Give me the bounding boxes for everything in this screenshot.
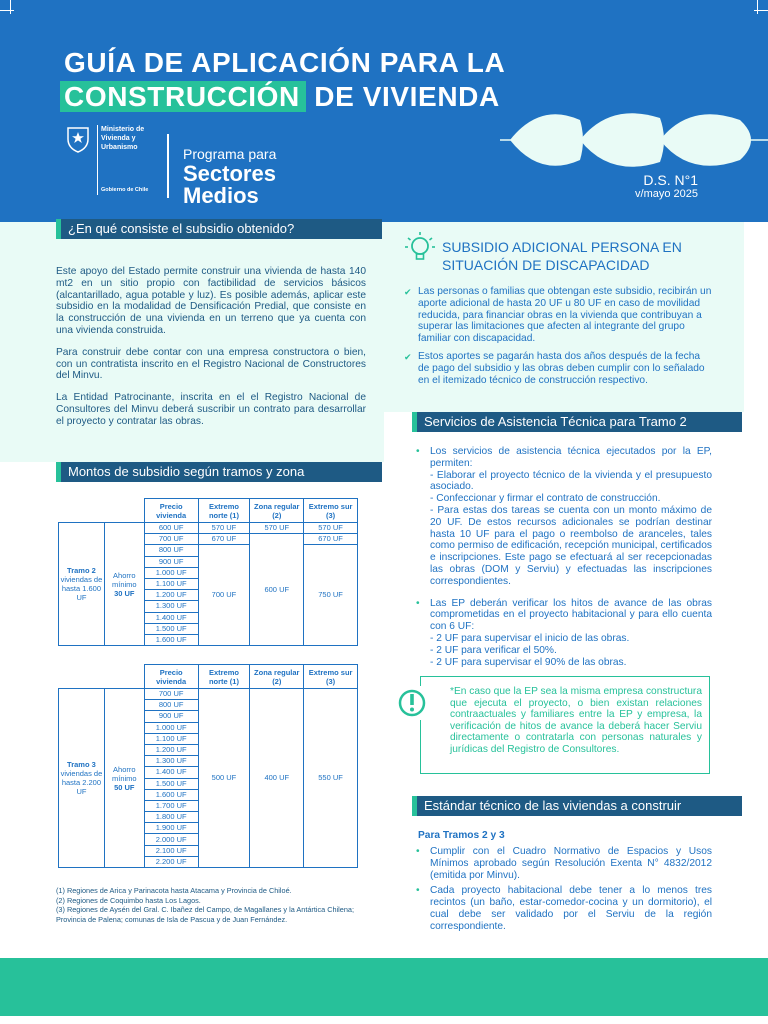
- table-cell: 670 UF: [304, 534, 358, 545]
- title-line-2: [64, 80, 505, 114]
- table-cell: 1.200 UF: [144, 744, 198, 755]
- tramo2-ahorro: Ahorro mínimo 30 UF: [104, 523, 144, 646]
- logo-divider: [97, 125, 98, 195]
- section-header-amounts: [56, 462, 382, 482]
- subsidy-info-panel: [0, 222, 384, 462]
- disability-title: SUBSIDIO ADICIONAL PERSONA EN SITUACIÓN DE DISCAPACIDAD: [442, 239, 682, 273]
- header-precio: Precio vivienda: [144, 665, 198, 689]
- header-banner: [0, 0, 768, 222]
- list-item: • Las EP deberán verificar los hitos de avance de las obras comprometidas en el proyecto habitacional y para ello cuenta con 6 UF: - 2 UF para supervisar el inicio de las obras. - 2 UF para verificar el 50%. - 2 UF para supervisar el 90% de las obras.: [416, 597, 712, 668]
- subsidy-info-text: [56, 266, 366, 438]
- table-cell-merged: 600 UF: [250, 534, 304, 646]
- footnote: (2) Regiones de Coquimbo hasta Los Lagos.: [56, 895, 201, 905]
- table-cell: 600 UF: [144, 523, 198, 534]
- table-cell: 800 UF: [144, 545, 198, 556]
- table-cell-merged: 500 UF: [198, 689, 250, 868]
- tramo3-label: Tramo 3 viviendas de hasta 2.200 UF: [59, 689, 105, 868]
- section-title: Estándar técnico de las viviendas a construir: [424, 798, 682, 813]
- technical-assistance-list: [416, 446, 712, 678]
- program-divider: [167, 134, 169, 198]
- section-title: Servicios de Asistencia Técnica para Tramo 2: [424, 414, 687, 429]
- program-big-1: Sectores: [183, 161, 276, 186]
- footnote: (1) Regiones de Arica y Parinacota hasta Atacama y Provincia de Chiloé.: [56, 886, 292, 895]
- technical-standard-list: [416, 846, 712, 943]
- table-cell: 1.100 UF: [144, 733, 198, 744]
- title-rest: DE VIVIENDA: [305, 81, 500, 112]
- header-regular: Zona regular (2): [250, 665, 304, 689]
- ministry-logo: [57, 123, 157, 197]
- list-item: • Cumplir con el Cuadro Normativo de Espacios y Usos Mínimos aprobado según Resolución Exenta N° 4832/2012 (emitida por Minvu).: [416, 846, 712, 881]
- program-small: Programa para: [183, 146, 277, 162]
- page-title: [64, 46, 505, 114]
- bullet-icon: •: [416, 446, 420, 457]
- table-cell: 1.600 UF: [144, 789, 198, 800]
- table-cell: 1.400 UF: [144, 767, 198, 778]
- header-precio: Precio vivienda: [144, 499, 198, 523]
- header-sur: Extremo sur (3): [304, 665, 358, 689]
- info-paragraph: Para construir debe contar con una empresa constructora o bien, con un contratista inscrito en el Registro Nacional de Constructores del Minvu.: [56, 346, 366, 382]
- info-paragraph: Este apoyo del Estado permite construir una vivienda de hasta 140 mt2 en un sitio propio con factibilidad de servicios básicos (alcantarillado, agua potable y luz). Es posible además, aplicar este subsidio en la modalidad de Densificación Predial, que consiste en la construcción de una vivienda en un terreno que ya cuenta con una vivienda construida.: [56, 266, 366, 336]
- table-cell: 1.000 UF: [144, 567, 198, 578]
- title-line-1: GUÍA DE APLICACIÓN PARA LA: [64, 47, 506, 78]
- disability-list: [404, 286, 712, 392]
- check-icon: ✔: [404, 287, 412, 297]
- section-header-technical-standard: [412, 796, 742, 816]
- table-cell: 570 UF: [304, 523, 358, 534]
- table-cell: 1.300 UF: [144, 756, 198, 767]
- section-tick: [56, 219, 61, 239]
- decree-date: v/mayo 2025: [635, 188, 698, 200]
- tramo3-ahorro: Ahorro mínimo 50 UF: [104, 689, 144, 868]
- list-item: • Cada proyecto habitacional debe tener a lo menos tres recintos (un baño, estar-comedor-cocina y un dormitorio), el cual debe ser validado por el Serviu de la región correspondiente.: [416, 885, 712, 932]
- section-tick: [56, 462, 61, 482]
- check-icon: ✔: [404, 351, 412, 362]
- table-cell: 1.900 UF: [144, 823, 198, 834]
- header-norte: Extremo norte (1): [198, 665, 250, 689]
- table-cell: 800 UF: [144, 700, 198, 711]
- ministry-name: Ministerio de Vivienda y Urbanismo: [101, 126, 145, 151]
- crop-mark: [754, 10, 768, 11]
- section-tick: [412, 412, 417, 432]
- footer-band: [0, 958, 768, 1016]
- table-cell: 570 UF: [198, 523, 250, 534]
- section-tick: [412, 796, 417, 816]
- bullet-icon: •: [416, 846, 420, 857]
- table-cell: 900 UF: [144, 711, 198, 722]
- list-item: ✔ Las personas o familias que obtengan este subsidio, recibirán un aporte adicional de hasta 20 UF u 80 UF en caso de movilidad reducida, para financiar obras en la vivienda que contribuyan a superar las limitaciones que afecten al integrante del grupo familiar con discapacidad.: [404, 286, 712, 345]
- exclamation-icon: [398, 686, 426, 720]
- tramo3-table: [58, 664, 358, 868]
- table-cell: 1.600 UF: [144, 634, 198, 645]
- table-cell: 1.700 UF: [144, 800, 198, 811]
- header-regular: Zona regular (2): [250, 499, 304, 523]
- government-name: Gobierno de Chile: [101, 187, 149, 193]
- table-cell: 1.000 UF: [144, 722, 198, 733]
- section-header-technical-assistance: [412, 412, 742, 432]
- decorative-drops: [500, 100, 768, 180]
- lightbulb-icon: [404, 230, 436, 266]
- table-cell: 700 UF: [144, 534, 198, 545]
- bullet-icon: •: [416, 597, 420, 609]
- decree-number: D.S. N°1: [643, 172, 698, 188]
- list-item: ✔ Estos aportes se pagarán hasta dos años después de la fecha de pago del subsidio y las obras deben cumplir con lo señalado en el itemizado técnico de construcción respectivo.: [404, 350, 705, 386]
- table-cell-merged: 750 UF: [304, 545, 358, 646]
- bullet-icon: •: [416, 885, 420, 897]
- table-cell: 1.300 UF: [144, 601, 198, 612]
- section-header-subsidy: [56, 219, 382, 239]
- tramos-heading: Para Tramos 2 y 3: [418, 830, 505, 841]
- crop-mark: [757, 0, 758, 14]
- footnote: (3) Regiones de Aysén del Gral. C. Ibañez del Campo, de Magallanes y la Antártica Chilena; Provincia de Palena; comunas de Isla de Pascua y de Juan Fernández.: [56, 905, 354, 924]
- table-cell: 1.200 UF: [144, 590, 198, 601]
- table-cell-merged: 700 UF: [198, 545, 250, 646]
- alert-text: *En caso que la EP sea la misma empresa constructura que ejecuta el proyecto, o bien existan relaciones contraactuales y familiares entre la EP y empresa, la verificación de hitos de avance la deberá hacer Serviu directamente o contratarla con personas naturales y jurídicas del Registro de Consultores.: [450, 686, 702, 755]
- header-norte: Extremo norte (1): [198, 499, 250, 523]
- section-title: Montos de subsidio según tramos y zona: [68, 464, 305, 479]
- table-cell: 2.200 UF: [144, 856, 198, 867]
- footnotes: [56, 886, 376, 924]
- table-cell: 700 UF: [144, 689, 198, 700]
- table-cell: 1.800 UF: [144, 812, 198, 823]
- table-cell: 900 UF: [144, 556, 198, 567]
- program-name: [183, 146, 276, 207]
- table-cell-merged: 550 UF: [304, 689, 358, 868]
- list-item: • Los servicios de asistencia técnica ejecutados por la EP, permiten: - Elaborar el proyecto técnico de la vivienda y el presupuesto asociado. - Confeccionar y firmar el contrato de construcción. - Para estas dos tareas se cuenta con un monto máximo de 20 UF. De estos recursos adicionales se podrían destinar hasta 10 UF para el pago o reembolso de aranceles, tales como permiso de edificación, recepción municipal, certificados e inscripciones. Este pago se efectuará al ser recepcionadas las obras (DOM y Serviu) y efectuadas las inscripciones correspondientes.: [416, 446, 712, 587]
- table-cell-merged: 400 UF: [250, 689, 304, 868]
- info-paragraph: La Entidad Patrocinante, inscrita en el el Registro Nacional de Consultores del Minvu deberá suscribir un contrato para desarrollar el proyecto y contratar las obras.: [56, 392, 366, 427]
- tramo2-label: Tramo 2 viviendas de hasta 1.600 UF: [59, 523, 105, 646]
- decree-info: [635, 172, 698, 200]
- table-cell: 670 UF: [198, 534, 250, 545]
- table-cell: 2.100 UF: [144, 845, 198, 856]
- table-cell: 1.400 UF: [144, 612, 198, 623]
- crop-mark: [10, 0, 11, 14]
- title-highlight: CONSTRUCCIÓN: [60, 81, 306, 112]
- table-cell: 1.500 UF: [144, 778, 198, 789]
- shield-icon: [65, 125, 91, 153]
- header-sur: Extremo sur (3): [304, 499, 358, 523]
- table-cell: 2.000 UF: [144, 834, 198, 845]
- table-cell: 1.500 UF: [144, 623, 198, 634]
- program-big-2: Medios: [183, 183, 259, 208]
- crop-mark: [0, 10, 14, 11]
- table-cell: 1.100 UF: [144, 578, 198, 589]
- table-cell: 570 UF: [250, 523, 304, 534]
- tramo2-table: [58, 498, 358, 646]
- section-title: ¿En qué consiste el subsidio obtenido?: [68, 221, 295, 236]
